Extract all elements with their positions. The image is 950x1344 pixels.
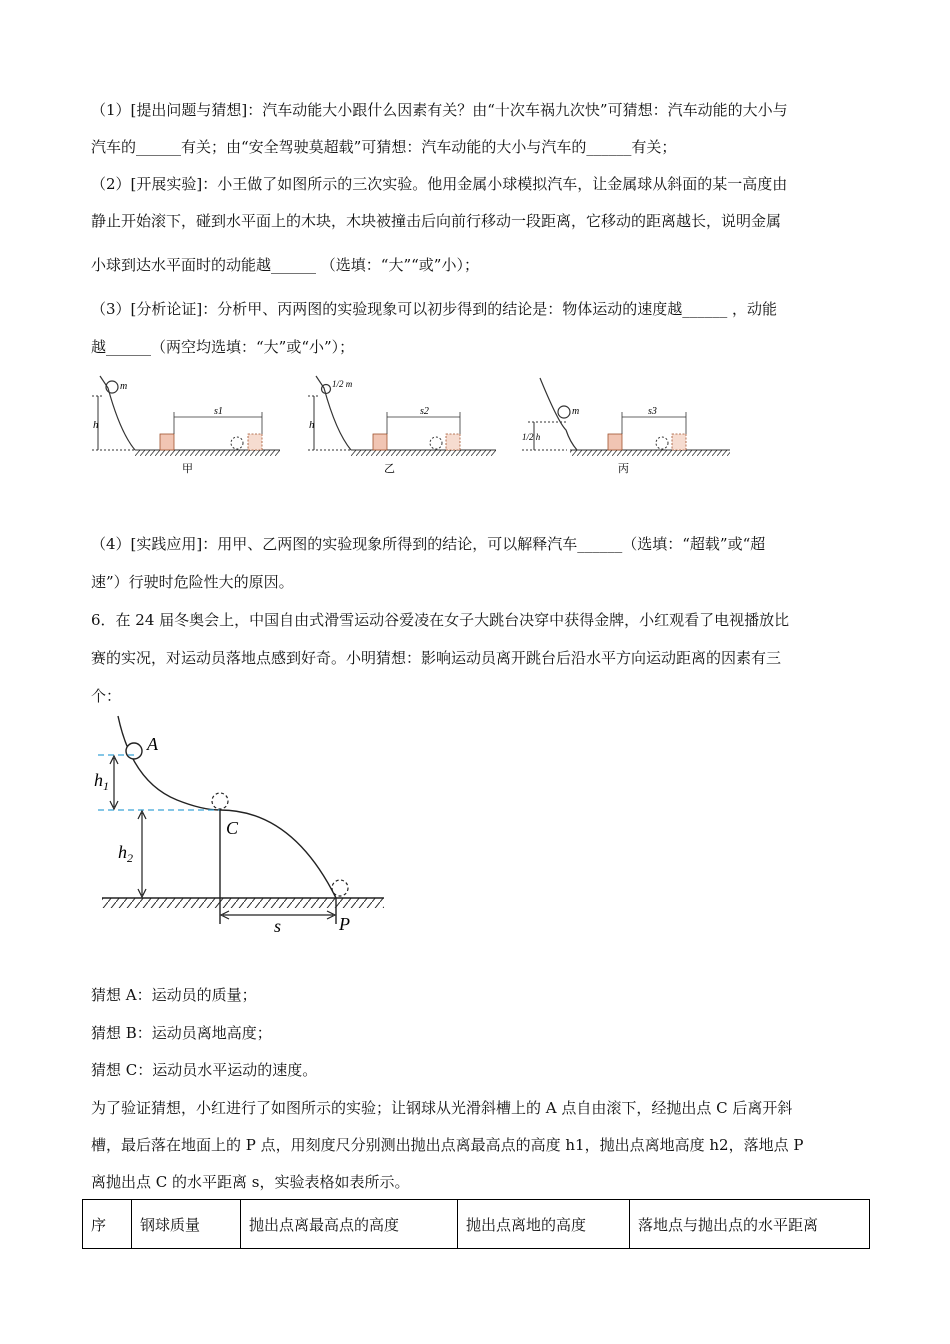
table-header-cell: 抛出点离地的高度 [458, 1200, 630, 1249]
ball-yi [322, 385, 331, 394]
q2-line-2: 静止开始滚下，碰到水平面上的木块，木块被撞击后向前行移动一段距离，它移动的距离越长，说明金属 [91, 212, 782, 230]
block-yi [373, 434, 387, 450]
guess-c: 猜想 C：运动员水平运动的速度。 [91, 1061, 318, 1079]
q3-line-2: 越______（两空均选填：“大”或“小”）； [91, 338, 355, 356]
block-bing [608, 434, 622, 450]
guess-b: 猜想 B：运动员离地高度； [91, 1024, 272, 1042]
label-p: P [339, 914, 350, 934]
table-header-cell: 落地点与抛出点的水平距离 [630, 1200, 870, 1249]
ball-bing [558, 406, 570, 418]
label-h2: $h_2$ [118, 842, 133, 865]
guess-a: 猜想 A：运动员的质量； [91, 986, 257, 1004]
panel-jia [92, 376, 280, 475]
table-header-cell: 抛出点离最高点的高度 [241, 1200, 458, 1249]
label-a: A [147, 734, 158, 754]
height-label-jia: h [93, 419, 99, 431]
block-jia [160, 434, 174, 450]
height-label-yi: h [309, 419, 315, 431]
ball-p [332, 880, 348, 896]
dist-label-jia: s1 [214, 406, 223, 417]
q2-line-1: （2）[开展实验]：小王做了如图所示的三次实验。他用金属小球模拟汽车，让金属球从斜面的某一高度由 [91, 175, 788, 193]
table-header-row [83, 1200, 870, 1249]
dist-label-yi: s2 [420, 406, 429, 417]
q1-line-2: 汽车的______有关；由“安全驾驶莫超载”可猜想：汽车动能的大小与汽车的______有关； [91, 138, 677, 156]
projectile-figure [92, 712, 392, 942]
label-h1: $h_1$ [94, 770, 109, 793]
q2-line-3: 小球到达水平面时的动能越______ （选填：“大”“或”小）； [91, 256, 479, 274]
panel-bing [522, 378, 730, 475]
mass-label-bing: m [572, 406, 580, 417]
exp-line-2: 槽，最后落在地面上的 P 点，用刻度尺分别测出抛出点离最高点的高度 h1，抛出点离地高度 h2，落地点 P [91, 1136, 804, 1154]
dist-label-bing: s3 [648, 406, 657, 417]
experiment-table [82, 1199, 870, 1249]
energy-experiment-figure [90, 372, 730, 482]
q6-intro-line-1: 6．在 24 届冬奥会上，中国自由式滑雪运动谷爱凌在女子大跳台决穿中获得金牌，小红观看了电视播放比 [91, 611, 790, 629]
caption-yi: 乙 [384, 463, 395, 475]
q6-intro-line-3: 个： [91, 687, 122, 705]
q4-line-2: 速”）行驶时危险性大的原因。 [91, 573, 294, 591]
exp-line-1: 为了验证猜想，小红进行了如图所示的实验；让钢球从光滑斜槽上的 A 点自由滚下，经抛出点 C 后离开斜 [91, 1099, 793, 1117]
height-label-bing: 1/2 h [522, 432, 541, 442]
caption-jia: 甲 [182, 463, 193, 475]
q4-line-1: （4）[实践应用]：用甲、乙两图的实验现象所得到的结论，可以解释汽车______（选填：“超载”或“超 [91, 535, 766, 553]
label-s: s [274, 916, 282, 936]
q6-intro-line-2: 赛的实况，对运动员落地点感到好奇。小明猜想：影响运动员离开跳台后沿水平方向运动距离的因素有三 [91, 649, 782, 667]
exp-line-3: 离抛出点 C 的水平距离 s，实验表格如表所示。 [91, 1173, 410, 1191]
q1-line-1: （1）[提出问题与猜想]：汽车动能大小跟什么因素有关？由“十次车祸九次快”可猜想：汽车动能的大小与 [91, 101, 788, 119]
label-c: C [226, 818, 239, 838]
table-header-cell: 序 [83, 1200, 132, 1249]
mass-label-yi: 1/2 m [332, 379, 353, 389]
table-header-cell: 钢球质量 [132, 1200, 241, 1249]
caption-bing: 丙 [618, 463, 629, 475]
panel-yi [308, 376, 496, 475]
ball-c [212, 793, 228, 809]
q3-line-1: （3）[分析论证]：分析甲、丙两图的实验现象可以初步得到的结论是：物体运动的速度越______ ，动能 [91, 300, 778, 318]
ball-a [126, 743, 142, 759]
mass-label-jia: m [120, 381, 128, 392]
